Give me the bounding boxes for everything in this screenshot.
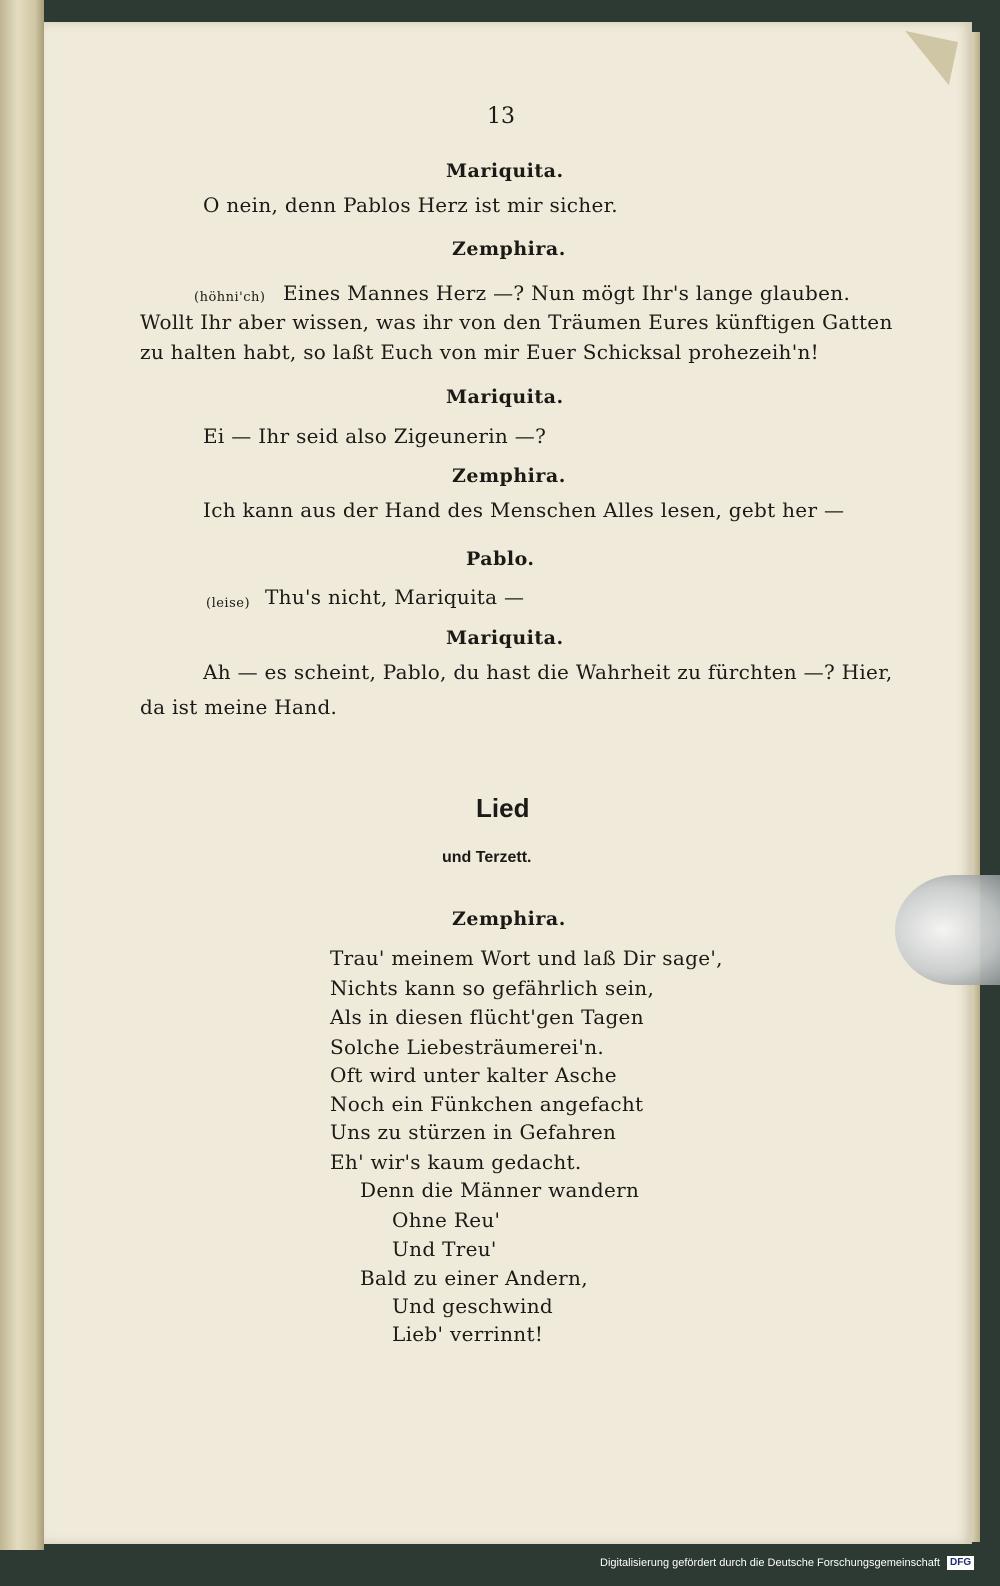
song-line: Als in diesen flücht'gen Tagen bbox=[330, 1005, 644, 1029]
song-line: Ohne Reu' bbox=[392, 1208, 501, 1232]
footer-text: Digitalisierung gefördert durch die Deutsche Forschungsgemeinschaft bbox=[600, 1557, 940, 1569]
song-line: Und geschwind bbox=[392, 1294, 553, 1318]
song-line: Nichts kann so gefährlich sein, bbox=[330, 976, 655, 1000]
dialogue-line: Wollt Ihr aber wissen, was ihr von den Träumen Eures künftigen Gatten bbox=[140, 310, 893, 334]
page-edge bbox=[972, 32, 980, 1542]
dialogue-line: Ah — es scheint, Pablo, du hast die Wahrheit zu fürchten —? Hier, bbox=[203, 660, 893, 684]
song-line: Oft wird unter kalter Asche bbox=[330, 1063, 617, 1087]
stage-direction: (leise) bbox=[206, 596, 251, 611]
speaker-zemphira: Zemphira. bbox=[452, 465, 566, 487]
song-line: Und Treu' bbox=[392, 1237, 497, 1261]
speaker-zemphira: Zemphira. bbox=[452, 908, 566, 930]
dialogue-line: Ich kann aus der Hand des Menschen Alles lesen, gebt her — bbox=[203, 498, 845, 522]
book-binding bbox=[0, 0, 44, 1550]
song-line: Uns zu stürzen in Gefahren bbox=[330, 1120, 617, 1144]
song-line: Eh' wir's kaum gedacht. bbox=[330, 1150, 582, 1174]
song-line: Trau' meinem Wort und laß Dir sage', bbox=[330, 946, 723, 970]
dialogue-line: Eines Mannes Herz —? Nun mögt Ihr's lange glauben. bbox=[283, 281, 851, 305]
song-line: Denn die Männer wandern bbox=[360, 1178, 640, 1202]
section-subheading: und Terzett. bbox=[442, 849, 532, 866]
song-line: Lieb' verrinnt! bbox=[392, 1322, 544, 1346]
speaker-zemphira: Zemphira. bbox=[452, 238, 566, 260]
dialogue-line: Ei — Ihr seid also Zigeunerin —? bbox=[203, 424, 547, 448]
song-line: Solche Liebesträumerei'n. bbox=[330, 1035, 605, 1059]
stage-direction: (höhni'ch) bbox=[194, 290, 266, 305]
dialogue-line: O nein, denn Pablos Herz ist mir sicher. bbox=[203, 193, 618, 217]
speaker-mariquita: Mariquita. bbox=[446, 627, 564, 649]
dialogue-line: zu halten habt, so laßt Euch von mir Euer Schicksal prohezeih'n! bbox=[140, 340, 820, 364]
dfg-logo: DFG bbox=[947, 1556, 974, 1570]
dialogue-line: Thu's nicht, Mariquita — bbox=[265, 585, 525, 609]
page-number: 13 bbox=[487, 104, 515, 129]
song-line: Bald zu einer Andern, bbox=[360, 1266, 588, 1290]
dialogue-line: da ist meine Hand. bbox=[140, 695, 338, 719]
section-heading: Lied bbox=[476, 793, 530, 823]
speaker-mariquita: Mariquita. bbox=[446, 160, 564, 182]
speaker-mariquita: Mariquita. bbox=[446, 386, 564, 408]
song-line: Noch ein Fünkchen angefacht bbox=[330, 1092, 644, 1116]
speaker-pablo: Pablo. bbox=[466, 548, 535, 570]
footer-credit bbox=[600, 1552, 974, 1574]
